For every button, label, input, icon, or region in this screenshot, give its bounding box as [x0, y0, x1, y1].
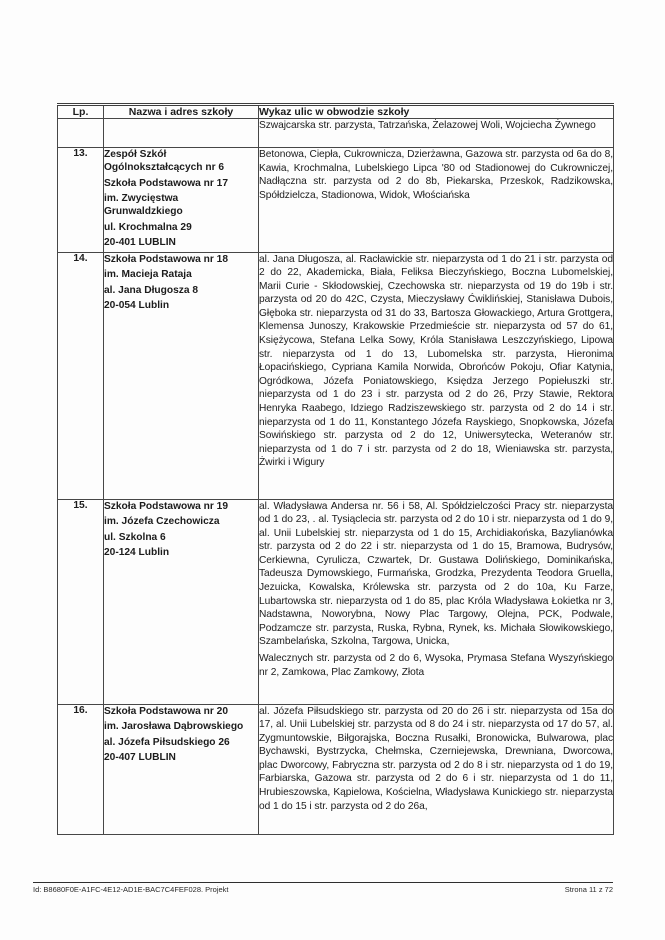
school-name-line: im. Józefa Czechowicza — [104, 516, 220, 527]
school-name-line: Szkoła Podstawowa nr 20 — [104, 705, 228, 717]
school-name-line: im. Macieja Rataja — [104, 269, 192, 280]
streets-cell — [259, 252, 614, 499]
table-row — [58, 119, 614, 148]
school-name-cell — [104, 119, 259, 148]
school-name-line: ul. Szkolna 6 — [104, 531, 166, 543]
row-number-cell: 13. — [58, 148, 104, 253]
school-name-line: im. Jarosława Dąbrowskiego — [104, 721, 244, 732]
school-name-line: Szkoła Podstawowa nr 19 — [104, 500, 228, 512]
school-name-line: im. Zwycięstwa Grunwaldzkiego — [104, 193, 183, 217]
table-header-row — [58, 105, 614, 119]
school-name-line: al. Jana Długosza 8 — [104, 284, 198, 296]
school-name-cell — [104, 252, 259, 499]
school-name-cell — [104, 499, 259, 704]
header-streets: Wykaz ulic w obwodzie szkoły — [259, 105, 614, 119]
streets-paragraph: Walecznych str. parzysta od 2 do 6, Wysoka, Prymasa Stefana Wyszyńskiego nr 2, Zamkowa, Plac Zamkowy, Złota — [259, 653, 613, 678]
school-name-line: 20-124 Lublin — [104, 547, 170, 558]
school-name-cell — [104, 704, 259, 834]
table-row — [58, 499, 614, 704]
row-number-cell — [58, 119, 104, 148]
school-name-line: ul. Krochmalna 29 — [104, 221, 192, 233]
streets-cell — [259, 499, 614, 704]
school-name-line: 20-054 Lublin — [104, 300, 170, 311]
table-row — [58, 252, 614, 499]
page-footer — [33, 882, 613, 894]
row-number-cell: 14. — [58, 252, 104, 499]
streets-paragraph: Szwajcarska str. parzysta, Tatrzańska, Żelazowej Woli, Wojciecha Żywnego — [259, 120, 596, 131]
streets-paragraph: Betonowa, Ciepła, Cukrownicza, Dzierżawna, Gazowa str. parzysta od 6a do 8, Kawia, Krochmalna, Lubelskiego Lipca '80 od Stadionowej do Cukrowniczej, Nadłączna str. parzysta od 2 do 8b, Piekarska, Przeskok, Radzikowska, Spółdzielcza, Stadionowa, Widok, Włościańska — [259, 149, 613, 201]
school-name-line: al. Józefa Piłsudskiego 26 — [104, 736, 230, 748]
streets-cell — [259, 119, 614, 148]
school-name-line: 20-401 LUBLIN — [104, 237, 176, 248]
header-school-name: Nazwa i adres szkoły — [104, 105, 259, 119]
footer-page-number: Strona 11 z 72 — [564, 885, 613, 894]
header-lp: Lp. — [58, 105, 104, 119]
school-districts-table — [57, 103, 614, 835]
table-body — [58, 119, 614, 835]
row-number-cell: 15. — [58, 499, 104, 704]
table-row — [58, 704, 614, 834]
row-number-cell: 16. — [58, 704, 104, 834]
streets-paragraph: al. Józefa Piłsudskiego str. parzysta od 20 do 26 i str. nieparzysta od 15a do 17, al. Unii Lubelskiej str. parzysta od 8 do 24 i str. nieparzysta od 17 do 57, al. Zygmuntowskie, Biłgorajska, Boczna Rusałki, Bronowicka, Bulwarowa, plac Bychawski, Bystrzycka, Chełmska, Czerniejewska, Drewniana, Dworcowa, plac Dworcowy, Fabryczna str. parzysta od 2 do 8 i str. nieparzysta od 1 do 19, Farbiarska, Gazowa str. parzysta od 2 do 6 i str. nieparzysta od 1 do 11, Hrubieszowska, Kąpielowa, Kościelna, Władysława Kunickiego str. nieparzysta od 1 do 15 i str. parzysta od 2 do 26a, — [259, 705, 613, 812]
streets-cell — [259, 704, 614, 834]
footer-document-id: Id: B8680F0E-A1FC-4E12-AD1E-BAC7C4FEF028. Projekt — [33, 885, 229, 894]
school-name-line: Zespół Szkół Ogólnokształcących nr 6 — [104, 149, 225, 173]
school-name-line: Szkoła Podstawowa nr 18 — [104, 253, 228, 265]
streets-cell — [259, 148, 614, 253]
school-name-line: Szkoła Podstawowa nr 17 — [104, 177, 228, 189]
streets-paragraph: al. Władysława Andersa nr. 56 i 58, Al. Spółdzielczości Pracy str. nieparzysta od 1 do 23, . al. Tysiąclecia str. parzysta od 2 do 10 i str. nieparzysta od 1 do 9, al. Unii Lubelskiej str. nieparzysta od 1 do 15, Archidiakońska, Bazylianówka str. parzysta od 2 do 22 i str. nieparzysta od 1 do 15, Bramowa, Budrysów, Cerkiewna, Cyrulicza, Czwartek, Dr. Gustawa Dolińskiego, Dominikańska, Tadeusza Dymowskiego, Furmańska, Grodzka, Prezydenta Teodora Gruella, Jezuicka, Kowalska, Królewska str. parzysta od 2 do 10a, Ku Farze, Lubartowska str. nieparzysta od 1 do 85, plac Króla Władysława Łokietka nr 3, Nadstawna, Noworybna, Nowy Plac Targowy, Olejna, PCK, Podwale, Podzamcze str. parzysta, Ruska, Rybna, Rynek, ks. Michała Słowikowskiego, Szambelańska, Szkolna, Targowa, Unicka, — [259, 500, 613, 648]
streets-paragraph: al. Jana Długosza, al. Racławickie str. nieparzysta od 1 do 21 i str. parzysta od 2 do 22, Akademicka, Biała, Feliksa Bieczyńskiego, Boczna Lubomelskiej, Marii Curie - Skłodowskiej, Czechowska str. nieparzysta od 19 do 19b i str. parzysta od 20 do 42C, Czysta, Mieczysławy Ćwiklińskiej, Stanisława Dubois, Głęboka str. nieparzysta od 31 do 33, Bartosza Głowackiego, Artura Grottgera, Klemensa Junoszy, Krakowskie Przedmieście str. nieparzysta od 57 do 61, Księżycowa, Stefana Lelka Sowy, Króla Stanisława Leszczyńskiego, Lipowa str. nieparzysta od 1 do 13, Lubomelska str. parzysta, Hieronima Łopacińskiego, Cypriana Kamila Norwida, Obrońców Pokoju, Ofiar Katynia, Ogródkowa, Józefa Poniatowskiego, Księdza Jerzego Popiełuszki str. nieparzysta od 1 do 23 i str. parzysta od 2 do 26, Przy Stawie, Rektora Henryka Raabego, Idziego Radziszewskiego str. parzysta od 2 do 14 i str. nieparzysta od 1 do 11, Konstantego Józefa Rayskiego, Snopkowska, Józefa Sowińskiego str. parzysta od 2 do 12, Uniwersytecka, Weteranów str. nieparzysta od 1 do 7 i str. parzysta od 2 do 18, Wieniawska str. parzysta, Żwirki i Wigury — [259, 253, 613, 469]
school-name-line: 20-407 LUBLIN — [104, 752, 176, 763]
school-name-cell — [104, 148, 259, 253]
table-row — [58, 148, 614, 253]
